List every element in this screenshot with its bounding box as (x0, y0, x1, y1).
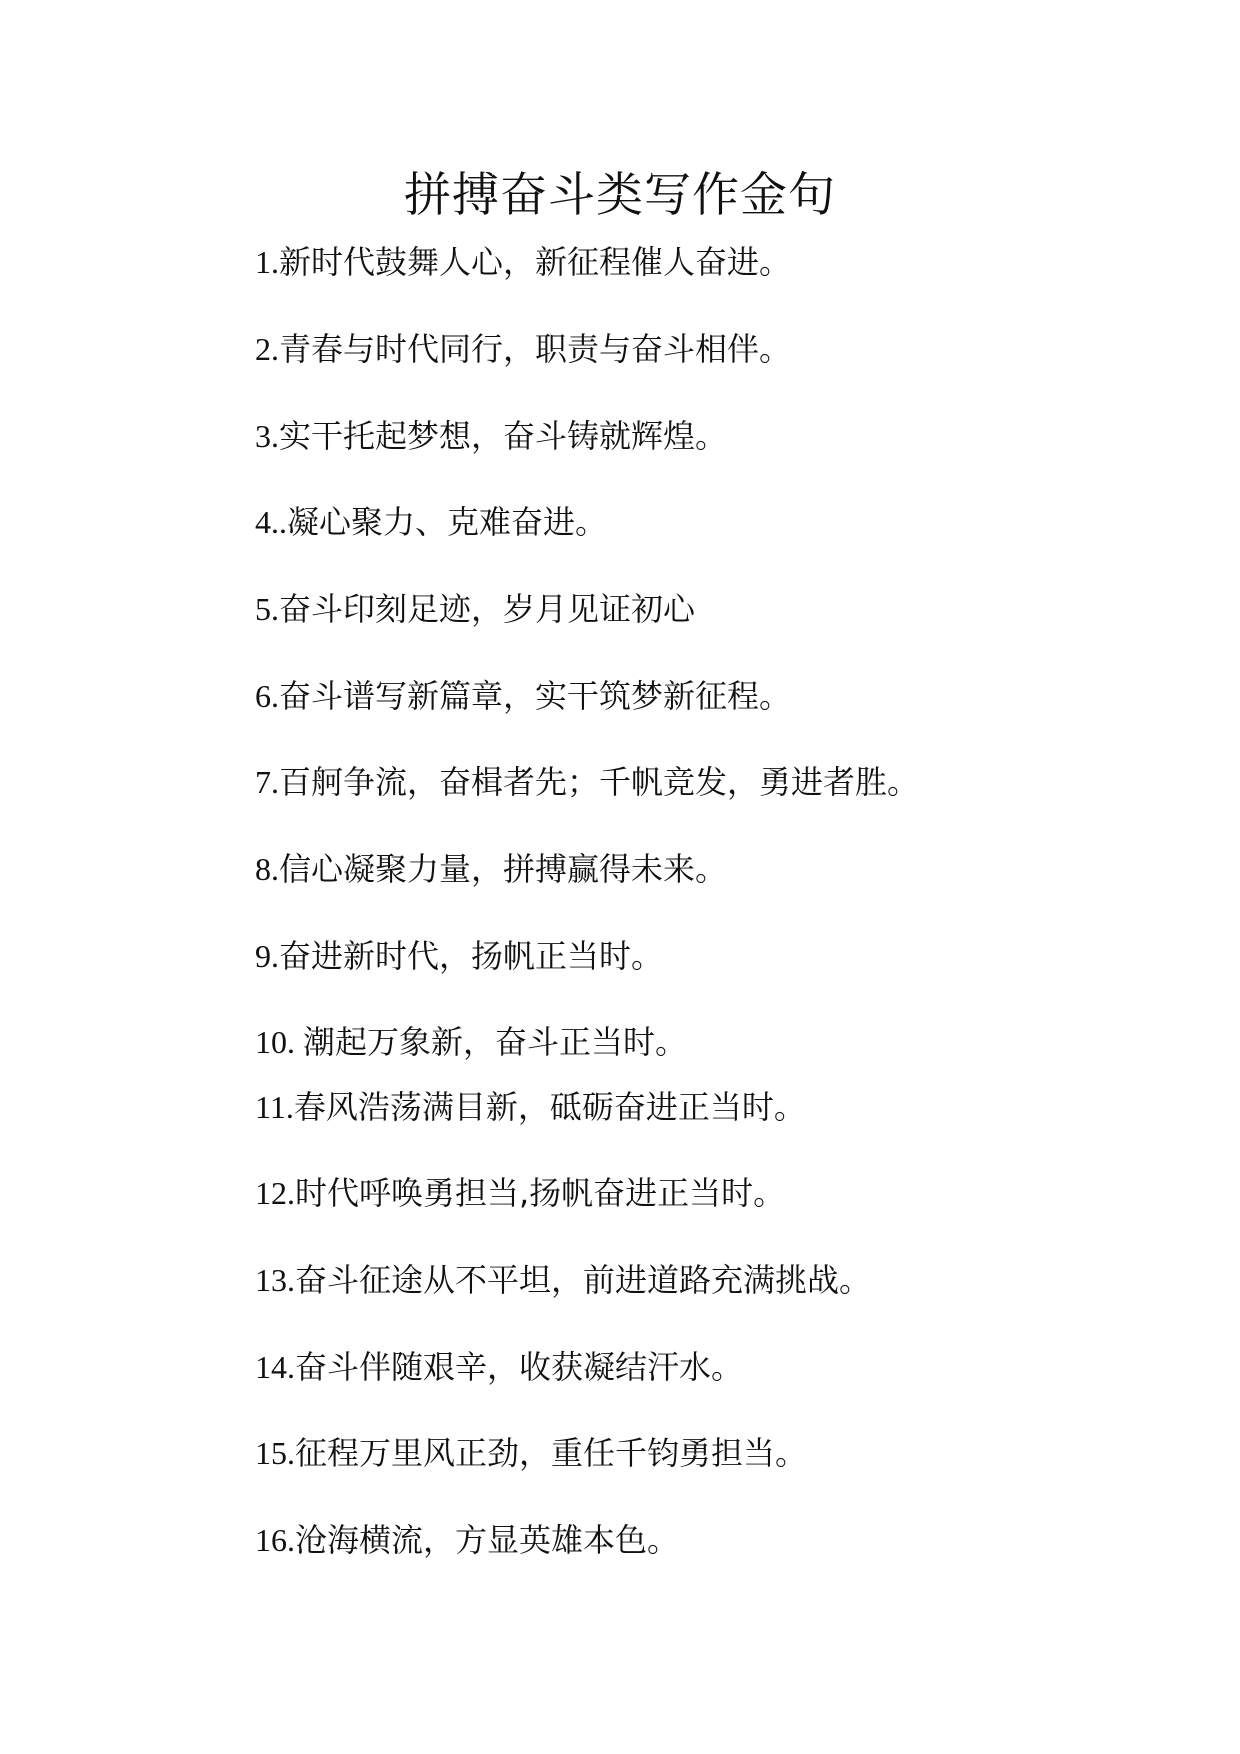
list-item (255, 1345, 743, 1389)
item-number: 9. (255, 938, 279, 974)
item-text: 奋进新时代，扬帆正当时。 (279, 937, 664, 975)
item-text: 信心凝聚力量，拼搏赢得未来。 (279, 850, 728, 888)
item-text: 沧海横流，方显英雄本色。 (295, 1521, 680, 1559)
item-text: 春风浩荡满目新，砥砺奋进正当时。 (293, 1088, 806, 1126)
page-title: 拼搏奋斗类写作金句 (404, 168, 836, 223)
item-text: 奋斗印刻足迹，岁月见证初心 (279, 590, 696, 628)
item-number: 5. (255, 591, 279, 627)
item-text: 奋斗谱写新篇章，实干筑梦新征程。 (279, 677, 792, 715)
list-item (255, 934, 663, 978)
item-text: 百舸争流，奋楫者先；千帆竞发，勇进者胜。 (279, 763, 920, 801)
item-number: 8. (255, 851, 279, 887)
item-number: 2. (255, 331, 279, 367)
list-item (255, 414, 727, 458)
item-text: 奋斗伴随艰辛，收获凝结汗水。 (295, 1348, 744, 1386)
item-text: 潮起万象新，奋斗正当时。 (303, 1023, 688, 1061)
item-number: 13. (255, 1262, 295, 1298)
list-item (255, 1431, 807, 1475)
list-item (255, 760, 919, 804)
item-text: 凝心聚力、克难奋进。 (287, 503, 608, 541)
item-text: 征程万里风正劲，重任千钧勇担当。 (295, 1434, 808, 1472)
list-item (255, 1518, 679, 1562)
list-item (255, 1171, 785, 1215)
list-item (255, 240, 791, 284)
item-number: 10. (255, 1024, 303, 1060)
item-number: 7. (255, 764, 279, 800)
item-text: 实干托起梦想，奋斗铸就辉煌。 (279, 417, 728, 455)
item-number: 1. (255, 244, 279, 280)
list-item (255, 587, 695, 631)
item-number: 3. (255, 418, 279, 454)
list-item (255, 1020, 687, 1064)
item-number: 12. (255, 1175, 295, 1211)
item-number: 11. (255, 1089, 294, 1125)
list-item (255, 327, 791, 371)
list-item (255, 674, 791, 718)
item-text: 奋斗征途从不平坦，前进道路充满挑战。 (295, 1261, 872, 1299)
item-text: 时代呼唤勇担当,扬帆奋进正当时。 (295, 1174, 786, 1212)
list-item (255, 847, 727, 891)
list-item (255, 1085, 806, 1129)
item-number: 16. (255, 1522, 295, 1558)
item-number: 15. (255, 1435, 295, 1471)
list-item (255, 1258, 871, 1302)
item-text: 青春与时代同行，职责与奋斗相伴。 (279, 330, 792, 368)
item-text: 新时代鼓舞人心，新征程催人奋进。 (279, 243, 792, 281)
item-number: 6. (255, 678, 279, 714)
item-number: 4.. (255, 504, 287, 540)
list-item (255, 500, 607, 544)
item-number: 14. (255, 1349, 295, 1385)
